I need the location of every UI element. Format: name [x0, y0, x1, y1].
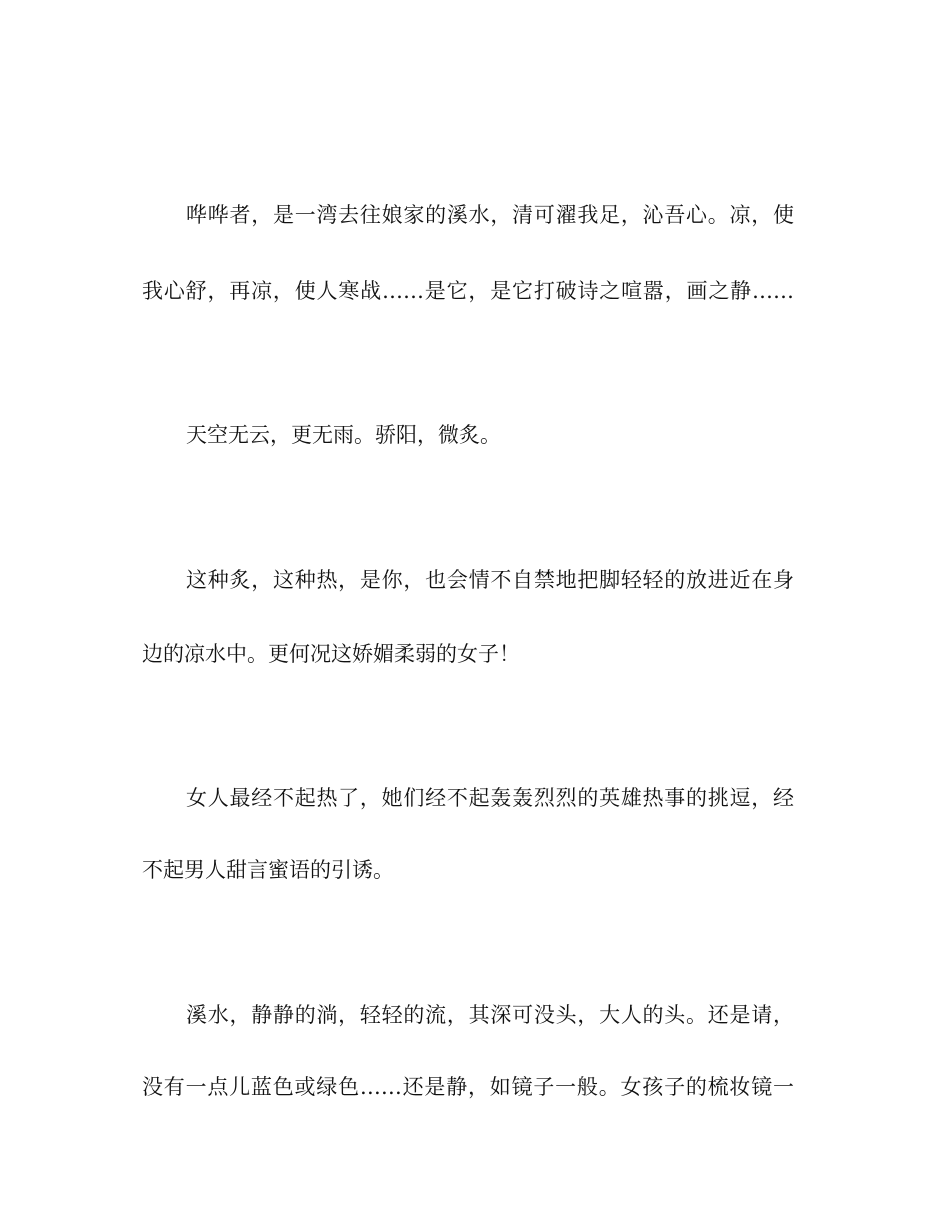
- paragraph-4-line-2: 不起男人甜言蜜语的引诱。: [142, 858, 394, 882]
- paragraph-5-line-2: 没有一点儿蓝色或绿色……还是静，如镜子一般。女孩子的梳妆镜一: [142, 1075, 794, 1099]
- paragraph-1-line-1: 哗哗者，是一湾去往娘家的溪水，清可濯我足，沁吾心。凉，使: [186, 203, 794, 227]
- paragraph-4-line-1: 女人最经不起热了，她们经不起轰轰烈烈的英雄热事的挑逗，经: [186, 786, 794, 810]
- paragraph-3-line-1: 这种炙，这种热，是你，也会情不自禁地把脚轻轻的放进近在身: [186, 568, 794, 592]
- paragraph-1-line-2: 我心舒，再凉，使人寒战……是它，是它打破诗之喧嚣，画之静……: [142, 279, 794, 303]
- paragraph-2-line-1: 天空无云，更无雨。骄阳，微炙。: [186, 423, 501, 447]
- paragraph-3-line-2: 边的凉水中。更何况这娇媚柔弱的女子！: [142, 642, 520, 666]
- paragraph-5-line-1: 溪水，静静的淌，轻轻的流，其深可没头，大人的头。还是请，: [186, 1003, 794, 1027]
